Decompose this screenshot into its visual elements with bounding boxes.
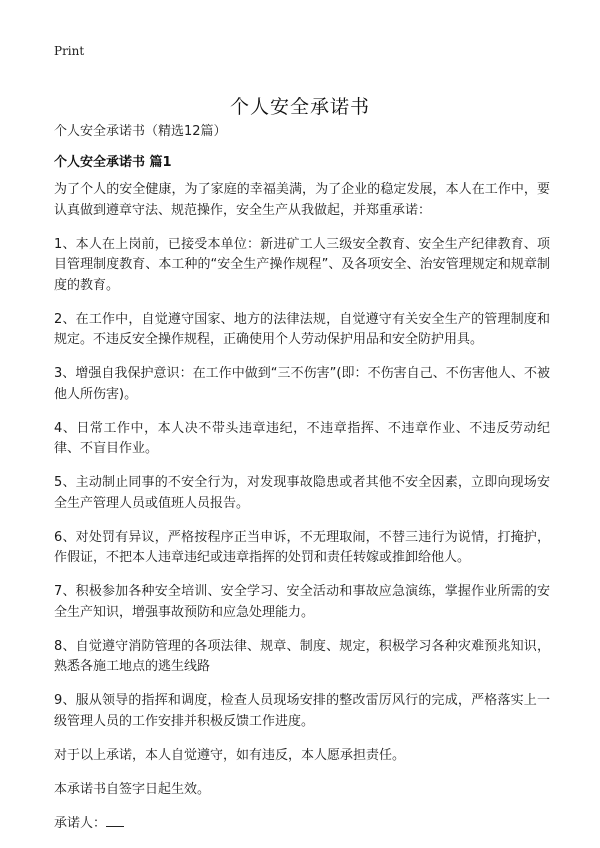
document-subtitle: 个人安全承诺书（精选12篇） [54, 124, 227, 139]
pledge-item-4: 4、日常工作中，本人决不带头违章违纪，不违章指挥、不违章作业、不违反劳动纪律、不盲目作业。 [54, 420, 550, 456]
signer-label: 承诺人： [54, 815, 107, 831]
document-title: 个人安全承诺书 [229, 95, 370, 118]
section-heading: 个人安全承诺书 篇1 [54, 155, 172, 170]
signature-blank[interactable] [106, 814, 124, 827]
pledge-item-2: 2、在工作中，自觉遵守国家、地方的法律法规，自觉遵守有关安全生产的管理制度和规定。不违反安全操作规程，正确使用个人劳动保护用品和安全防护用具。 [54, 311, 550, 347]
pledge-item-7: 7、积极参加各种安全培训、安全学习、安全活动和事故应急演练，掌握作业所需的安全生产知识，增强事故预防和应急处理能力。 [54, 584, 550, 620]
closing-paragraph-1: 对于以上承诺，本人自觉遵守，如有违反，本人愿承担责任。 [54, 747, 406, 763]
print-label: Print [54, 44, 85, 58]
signer-line [54, 814, 550, 835]
intro-paragraph: 为了个人的安全健康，为了家庭的幸福美满，为了企业的稳定发展，本人在工作中，要认真做到遵章守法、规范操作，安全生产从我做起，并郑重承诺： [54, 182, 550, 218]
document-body [54, 180, 550, 848]
pledge-item-1: 1、本人在上岗前，已接受本单位：新进矿工人三级安全教育、安全生产纪律教育、项目管理制度教育、本工种的“安全生产操作规程”、及各项安全、治安管理规定和规章制度的教育。 [54, 236, 550, 293]
pledge-item-3: 3、增强自我保护意识：在工作中做到“三不伤害”(即：不伤害自己、不伤害他人、不被他人所伤害)。 [54, 366, 550, 402]
pledge-item-6: 6、对处罚有异议，严格按程序正当申诉，不无理取闹，不替三违行为说情，打掩护，作假证，不把本人违章违纪或违章指挥的处罚和责任转嫁或推卸给他人。 [54, 529, 550, 565]
pledge-item-5: 5、主动制止同事的不安全行为，对发现事故隐患或者其他不安全因素，立即向现场安全生产管理人员或值班人员报告。 [54, 475, 550, 511]
pledge-item-9: 9、服从领导的指挥和调度，检查人员现场安排的整改雷厉风行的完成，严格落实上一级管理人员的工作安排并积极反馈工作进度。 [54, 693, 550, 729]
pledge-item-8: 8、自觉遵守消防管理的各项法律、规章、制度、规定，积极学习各种灾难预兆知识，熟悉各施工地点的逃生线路 [54, 638, 550, 674]
closing-paragraph-2: 本承诺书自签字日起生效。 [54, 781, 211, 797]
